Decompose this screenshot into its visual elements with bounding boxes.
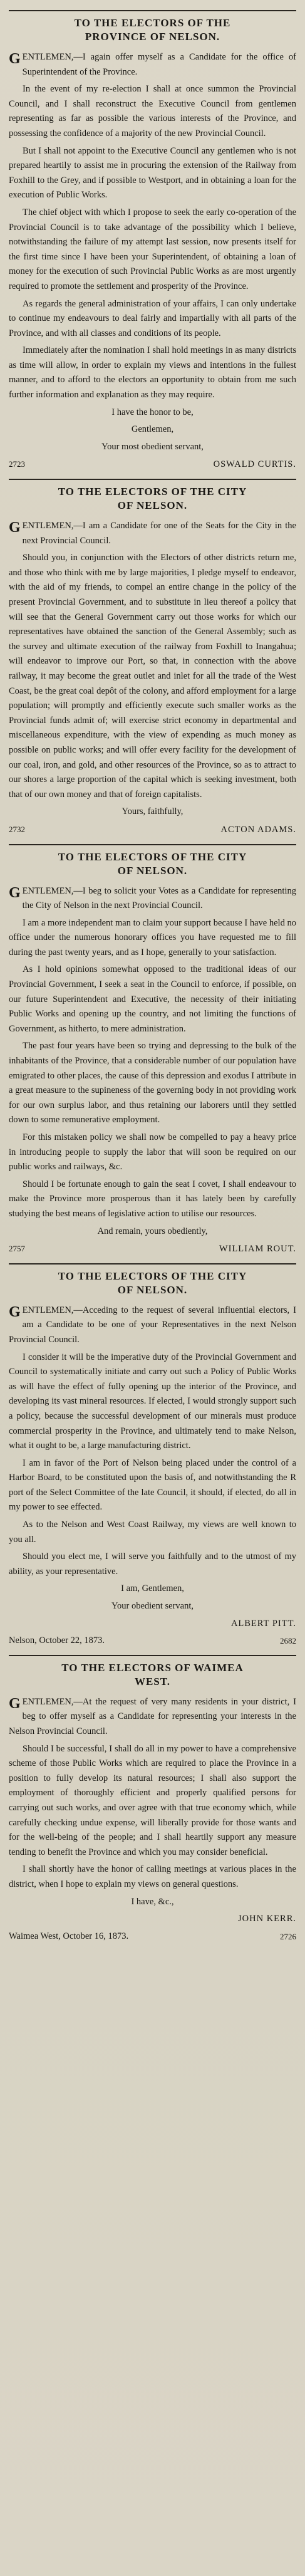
notice-title-line: WEST. — [134, 1675, 171, 1687]
closing-line: Your most obedient servant, — [101, 441, 204, 452]
notice-title-line: TO THE ELECTORS OF THE CITY — [58, 1270, 247, 1282]
notice-title-line: OF NELSON. — [117, 499, 188, 512]
body-paragraph: In the event of my re-election I shall at once summon the Provincial Council, and I shall reconstruct the Executive Council from gentlemen representing as far as possible the various interests of the Province, and possessing the confidence of a majority of the new Provincial Council. — [9, 84, 296, 138]
column-rule — [9, 1655, 296, 1656]
salutation-paragraph — [9, 519, 296, 548]
signature: ACTON ADAMS. — [220, 824, 296, 835]
notice-title — [9, 850, 296, 878]
signature-row — [9, 457, 296, 472]
closing-line: I am, Gentlemen, — [121, 1583, 184, 1594]
column-rule — [9, 1263, 296, 1265]
drop-cap: G — [9, 884, 21, 901]
advert-number: 2682 — [280, 1636, 296, 1646]
drop-cap: G — [9, 1303, 21, 1320]
body-paragraph: Should you elect me, I will serve you faithfully and to the utmost of my ability, as your representative. — [9, 1551, 296, 1577]
column-rule — [9, 10, 296, 11]
place-date: Nelson, October 22, 1873. — [9, 1635, 105, 1646]
salutation-text: ENTLEMEN,—I beg to solicit your Votes as a Candidate for representing the City of Nelson in the next Provincial Council. — [22, 885, 296, 911]
election-notice-adams — [9, 479, 296, 837]
closing-line: Your obedient servant, — [111, 1601, 194, 1612]
salutation-text: ENTLEMEN,—At the request of very many residents in your district, I beg to offer myself as a Candidate for representing your interests in the Nelson Provincial Council. — [9, 1696, 296, 1736]
salutation-paragraph — [9, 1303, 296, 1348]
signature-row — [9, 822, 296, 838]
body-paragraph: I am a more independent man to claim your support because I have held no office under the numerous honorary offices you have requested me to fill during the past twenty years, and as I hope, generally to your satisfaction. — [9, 917, 296, 957]
column-rule — [9, 844, 296, 845]
closing-line: I have the honor to be, — [111, 407, 194, 417]
closing-line: I have, &c., — [131, 1896, 174, 1907]
signature: ALBERT PITT. — [230, 1618, 296, 1629]
body-paragraph: As I hold opinions somewhat opposed to the traditional ideas of our Provincial Government, I seek a seat in the Council to enforce, if possible, on our future Superintendent and Executive, the necessity of their initiating Public Works and opening up the country, and not limiting the functions of Government, as hitherto, to mere administration. — [9, 964, 296, 1034]
body-paragraph: The chief object with which I propose to seek the early co-operation of the Provincial Council is to take advantage of the possibility which I believe, notwithstanding the failure of my attempt last session, now presents itself for the first time since I have been your Superintendent, of obtaining a loan of money for the execution of such Provincial Public Works as are most urgently required to promote the settlement and prosperity of the Province. — [9, 207, 296, 291]
drop-cap: G — [9, 51, 21, 67]
salutation-paragraph — [9, 50, 296, 80]
salutation-text: ENTLEMEN,—Acceding to the request of several influential electors, I am a Candidate to be one of your Representatives in the next Nelson Provincial Council. — [9, 1305, 296, 1345]
drop-cap: G — [9, 1695, 21, 1712]
place-date-row — [9, 1929, 296, 1944]
closing-line: Gentlemen, — [131, 424, 174, 435]
notice-title-line: PROVINCE OF NELSON. — [85, 31, 220, 43]
notice-title — [9, 485, 296, 513]
body-paragraph: Should I be successful, I shall do all in my power to have a comprehensive scheme of those Public Works which are required to place the Province in a position to fully develop its natural resources; I shall also support the employment of thoroughly efficient and properly qualified persons for carrying out such works, and over agree with that true economy which, while carefully checking undue expense, will liberally provide for those wants and for the well-being of the people; and I shall heartily support any measure tending to benefit the Province and which you may consider beneficial. — [9, 1743, 296, 1857]
notice-title — [9, 1661, 296, 1689]
signature-row — [9, 1617, 296, 1632]
election-notice-rout — [9, 844, 296, 1257]
body-paragraph: For this mistaken policy we shall now be compelled to pay a heavy price in introducing people to supply the labor that will soon be required on our public works and railways, &c. — [9, 1132, 296, 1172]
notice-title-line: TO THE ELECTORS OF THE CITY — [58, 850, 247, 863]
notice-title — [9, 1270, 296, 1297]
signature: JOHN KERR. — [238, 1914, 296, 1924]
signature-row — [9, 1241, 296, 1257]
place-date-row — [9, 1634, 296, 1649]
salutation-paragraph — [9, 884, 296, 914]
notice-title-line: OF NELSON. — [117, 864, 188, 877]
body-paragraph: The past four years have been so trying and depressing to the bulk of the inhabitants of the Province, that a considerable number of our population have emigrated to other places, the cause of this depression and exodus I attribute in a great measure to the supineness of the governing body in not providing work for our own surplus labor, and thus retaining our laborers until they settled down to some remunerative employment. — [9, 1041, 296, 1125]
notice-title-line: TO THE ELECTORS OF THE — [74, 17, 231, 29]
closing-line: Yours, faithfully, — [121, 806, 184, 817]
election-notice-pitt — [9, 1263, 296, 1649]
drop-cap: G — [9, 519, 21, 536]
salutation-text: ENTLEMEN,—I again offer myself as a Candidate for the office of Superintendent of the Province. — [22, 52, 296, 77]
body-paragraph: As to the Nelson and West Coast Railway, my views are well known to you all. — [9, 1520, 296, 1545]
salutation-paragraph — [9, 1695, 296, 1739]
body-paragraph: I consider it will be the imperative duty of the Provincial Government and Council to systematically initiate and carry out such a Policy of Public Works as will have the effect of fully opening up the interior of the Province, and developing its vast mineral resources. If elected, I would strongly support such a policy, because the successful development of our minerals must produce commercial prosperity in the Province, and ultimately tend to make Nelson, what it ought to be, a large manufacturing district. — [9, 1352, 296, 1451]
body-paragraph: Should you, in conjunction with the Electors of other districts return me, and those who think with me by large majorities, I pledge myself to endeavor, with the aid of my friends, to compel an entire change in the policy of the present Provincial Government, and to substitute in lieu thereof a policy that will see that the General Government carry out those works for which our representatives have obtained the sanction of the General Assembly; such as the survey and ultimate execution of the railway from Foxhill to Inangahua; will endeavor to improve our Port, so that, in connection with the above railway, it may become the great outlet and inlet for all the trade of the West Coast, be the great coal depôt of the colony, and afford employment for a large population; will promptly and efficiently execute such smaller works as the Provincial funds admit of; will exercise strict economy in departmental and miscellaneous expenditure, with the view of expending as much money as possible on public works; and will offer every facility for the development of our coal, iron, and gold, and other resources of the Province, so as to attract to our shores a large proportion of the capital which is seeking investment, both that of our own money and that of foreign capitalists. — [9, 553, 296, 800]
column-rule — [9, 479, 296, 480]
notice-title-line: TO THE ELECTORS OF THE CITY — [58, 486, 247, 498]
notice-title — [9, 16, 296, 44]
election-notice-curtis — [9, 10, 296, 472]
signature-row — [9, 1912, 296, 1927]
body-paragraph: I am in favor of the Port of Nelson being placed under the control of a Harbor Board, to be constituted upon the basis of, and notwithstanding the R port of the Select Committee of the late Council, it should, if elected, do all in my power to see effected. — [9, 1457, 296, 1513]
place-date: Waimea West, October 16, 1873. — [9, 1931, 129, 1941]
advert-number: 2723 — [9, 459, 25, 469]
signature: WILLIAM ROUT. — [219, 1244, 296, 1254]
advert-number: 2757 — [9, 1244, 25, 1254]
body-paragraph: Should I be fortunate enough to gain the seat I covet, I shall endeavour to make the Province more prosperous than it has lately been by carefully studying the best means of legislative action to utilise our resources. — [9, 1179, 296, 1219]
salutation-text: ENTLEMEN,—I am a Candidate for one of the Seats for the City in the next Provincial Council. — [22, 521, 296, 546]
closing-line: And remain, yours obediently, — [97, 1226, 208, 1236]
election-notice-kerr — [9, 1655, 296, 1944]
signature: OSWALD CURTIS. — [213, 459, 296, 470]
advert-number: 2726 — [280, 1931, 296, 1941]
advert-number: 2732 — [9, 824, 25, 834]
notice-title-line: OF NELSON. — [117, 1283, 188, 1296]
body-paragraph: But I shall not appoint to the Executive Council any gentlemen who is not prepared heartily to assist me in procuring the extension of the Railway from Foxhill to the Grey, and if possible to Westport, and in obtaining a loan for the execution of Public Works. — [9, 145, 296, 201]
body-paragraph: As regards the general administration of your affairs, I can only undertake to continue my endeavours to deal fairly and impartially with all parts of the Province, and with all classes and conditions of its people. — [9, 298, 296, 338]
body-paragraph: I shall shortly have the honor of calling meetings at various places in the district, when I hope to explain my views on general questions. — [9, 1864, 296, 1889]
body-paragraph: Immediately after the nomination I shall hold meetings in as many districts as time will allow, in order to explain my views and intentions in the fullest manner, and to afford to the electors an opportunity to obtain from me such further information and explanation as they may require. — [9, 345, 296, 400]
notice-title-line: TO THE ELECTORS OF WAIMEA — [61, 1661, 244, 1674]
